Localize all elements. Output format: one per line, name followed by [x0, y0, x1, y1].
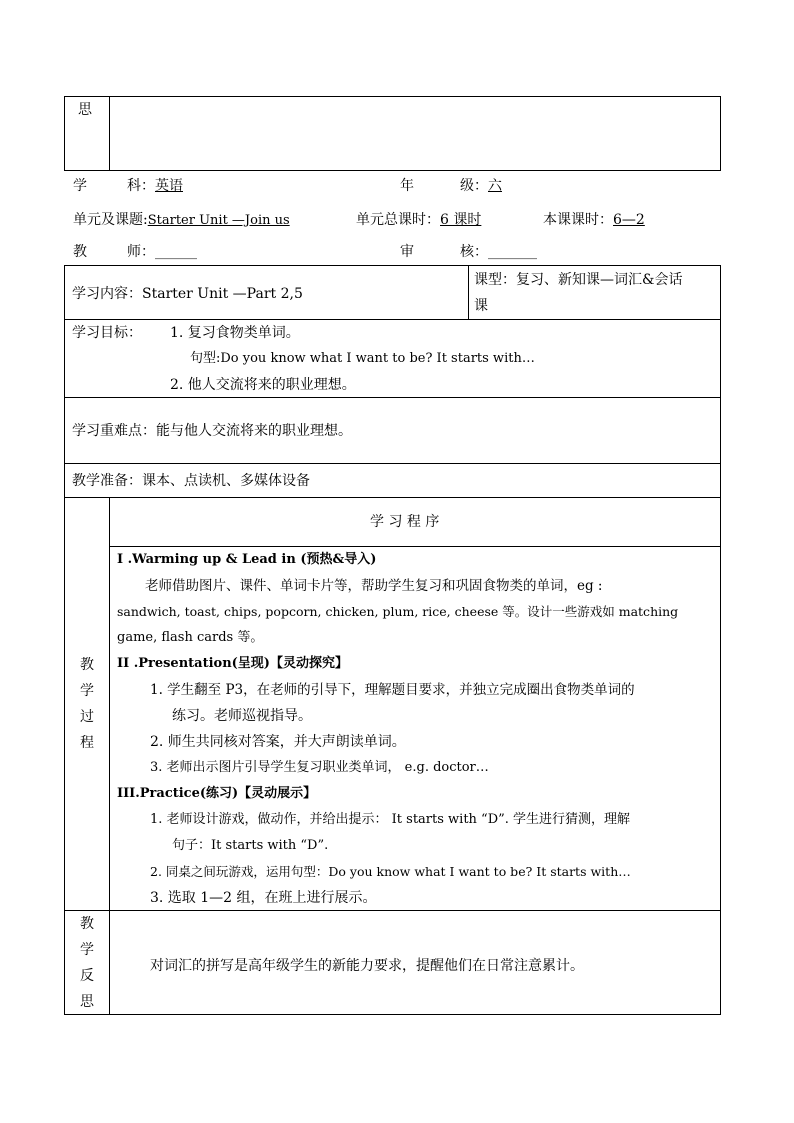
content-cell: 学习内容：Starter Unit —Part 2,5 [72, 286, 303, 302]
reflection-label: 教 学 反 思 [80, 916, 94, 1010]
grade-label: 年 级：六 [400, 176, 512, 196]
top-table [64, 96, 721, 171]
review-line: 审 核：_______ [400, 244, 537, 260]
section-2-title: II .Presentation(呈现)【灵动探究】 [117, 656, 348, 671]
type-cell-line2: 课 [474, 298, 488, 314]
teacher-value: ______ [155, 244, 197, 260]
section-3-item-3: 3. 选取 1—2 组，在班上进行展示。 [150, 890, 377, 906]
section-3-item-1: 1. 老师设计游戏，做动作，并给出提示： It starts with “D”. 学生进行猜测，理解 [150, 812, 631, 827]
section-1-line-3: game, flash cards 等。 [117, 630, 264, 645]
unit-line: 单元及课题:Starter Unit —Join us [73, 210, 314, 231]
goal-1-pattern: 句型:Do you know what I want to be? It starts with… [190, 351, 535, 366]
process-label: 教 学 过 程 [80, 657, 94, 751]
grade-value: 六 [488, 178, 502, 194]
section-3-item-1b: 句子：It starts with “D”. [172, 838, 329, 853]
teacher-line: 教 师：______ [73, 244, 197, 260]
unit-value: Starter Unit —Join us [147, 213, 290, 228]
review-value: _______ [488, 244, 537, 260]
goal-2: 2. 他人交流将来的职业理想。 [170, 377, 356, 393]
section-1-line-1: 老师借助图片、课件、单词卡片等，帮助学生复习和巩固食物类的单词，eg : [145, 578, 603, 594]
section-1-line-2: sandwich, toast, chips, popcorn, chicken, plum, rice, cheese 等。设计一些游戏如 matching [117, 604, 679, 619]
reflection-text: 对词汇的拼写是高年级学生的新能力要求，提醒他们在日常注意累计。 [150, 958, 584, 974]
subject-label: 学 科：英语 [73, 176, 201, 196]
goal-1: 1. 复习食物类单词。 [170, 325, 300, 341]
subject-value: 英语 [155, 178, 183, 194]
key-points: 学习重难点：能与他人交流将来的职业理想。 [72, 423, 352, 439]
lesson-value: 6—2 [613, 212, 645, 228]
preparation: 教学准备：课本、点读机、多媒体设备 [72, 473, 310, 489]
unit-total-value: 6 课时 [440, 212, 482, 228]
lesson-line: 本课课时：6—2 [543, 210, 663, 230]
goals-label: 学习目标： [72, 325, 142, 341]
section-2-item-1: 1. 学生翻至 P3，在老师的引导下，理解题目要求，并独立完成圈出食物类单词的 [150, 682, 635, 698]
process-title: 学 习 程 序 [370, 514, 440, 530]
top-table-label: 思 [78, 102, 92, 118]
unit-total-line: 单元总课时：6 课时 [356, 210, 500, 230]
top-table-divider [109, 96, 110, 171]
section-2-item-3: 3. 老师出示图片引导学生复习职业类单词， e.g. doctor… [150, 760, 489, 775]
section-2-item-1b: 练习。老师巡视指导。 [172, 708, 312, 724]
section-3-item-2: 2. 同桌之间玩游戏，运用句型：Do you know what I want to be? It starts with… [150, 864, 631, 879]
section-3-title: III.Practice(练习)【灵动展示】 [117, 786, 317, 801]
section-1-title: I .Warming up & Lead in (预热&导入) [117, 552, 377, 567]
type-cell-line1: 课型：复习、新知课—词汇&会话 [474, 272, 683, 288]
section-2-item-2: 2. 师生共同核对答案，并大声朗读单词。 [150, 734, 406, 750]
